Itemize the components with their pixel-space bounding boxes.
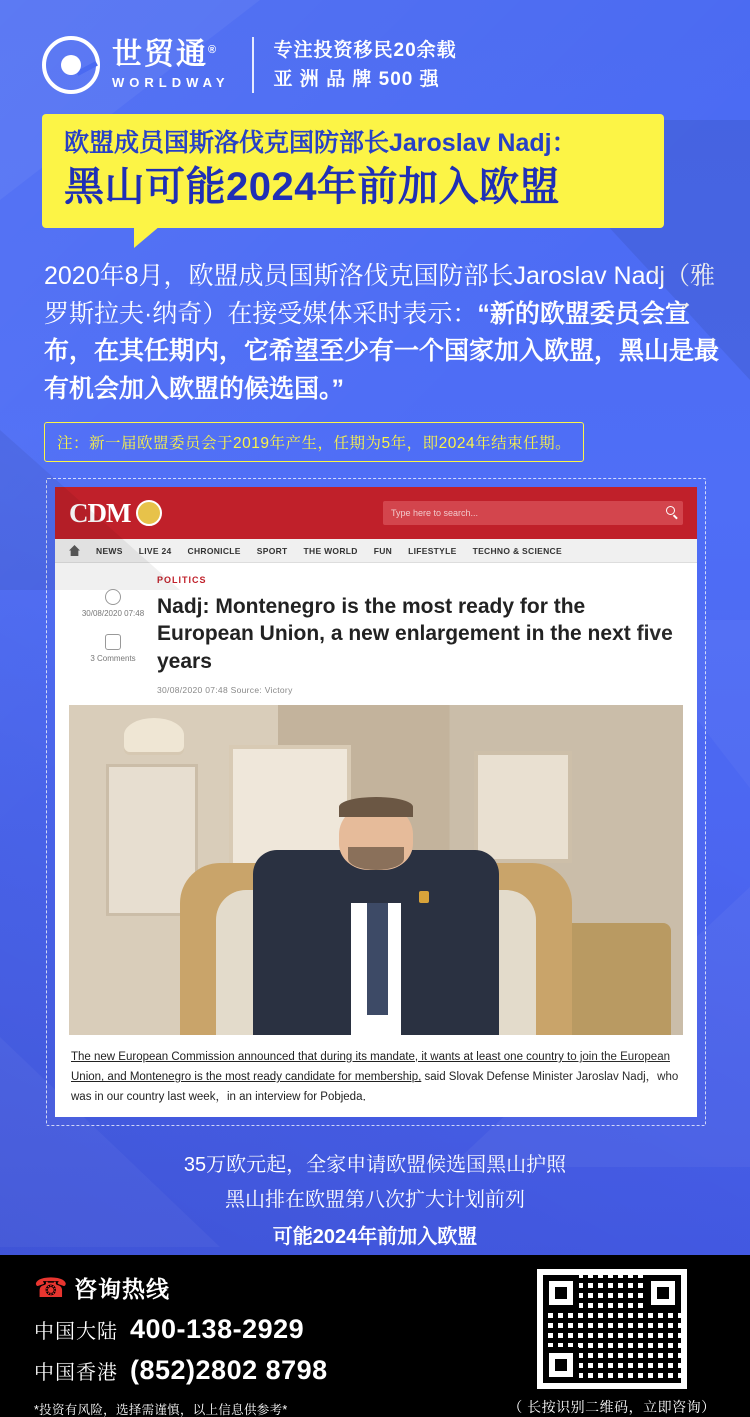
nav-item-sport[interactable]: SPORT: [256, 545, 288, 556]
mainland-label: 中国大陆: [34, 1321, 118, 1343]
nav-item-the-world[interactable]: THE WORLD: [303, 545, 358, 556]
bubble-tail: [134, 226, 160, 248]
article-comments: 3 Comments: [90, 654, 136, 664]
disclaimer: *投资有风险，选择需谨慎，以上信息供参考*: [34, 1403, 288, 1417]
article-caption: [55, 1035, 697, 1107]
brand-name-cn: [112, 40, 230, 70]
footer-contact: [0, 1255, 500, 1417]
selling-point-3: 可能2024年前加入欧盟: [272, 1226, 478, 1249]
article: [55, 563, 697, 695]
slogan-line-2: 亚 洲 品 牌 500 强: [273, 69, 440, 90]
header-divider: [252, 37, 254, 93]
news-screenshot: [55, 487, 697, 1117]
hotline-label: 咨询热线: [74, 1276, 170, 1302]
hongkong-label: 中国香港: [34, 1362, 118, 1384]
qr-finder-bottom-left: [543, 1347, 579, 1383]
footer-qr-block: [500, 1255, 750, 1417]
brand-name-cn-text: 世贸通: [112, 38, 208, 71]
search-icon[interactable]: [666, 506, 675, 515]
article-meta: [69, 575, 157, 695]
headline-bubble-wrap: [42, 114, 726, 228]
qr-finder-top-left: [543, 1275, 579, 1311]
comment-icon: [105, 634, 121, 650]
slogan-line-1: 专注投资移民20余载: [273, 39, 457, 61]
photo-person-beard: [348, 847, 403, 870]
footnote: 注：新一届欧盟委员会于2019年产生，任期为5年，即2024年结束任期。: [44, 422, 584, 462]
photo-lamp: [124, 718, 184, 752]
hotline-row: [34, 1271, 500, 1304]
nav-item-live24[interactable]: LIVE 24: [138, 545, 172, 556]
photo-person-hair: [339, 797, 413, 817]
worldway-logo-icon: [42, 36, 100, 94]
article-date: 30/08/2020 07:48: [81, 609, 145, 619]
site-search-placeholder: Type here to search...: [391, 508, 479, 519]
article-photo: [69, 705, 683, 1035]
phone-icon: [34, 1273, 64, 1303]
selling-point-1: 35万欧元起，全家申请欧盟候选国黑山护照: [183, 1154, 567, 1177]
site-header: [55, 487, 697, 539]
nav-item-fun[interactable]: FUN: [373, 545, 393, 556]
nav-item-techno-science[interactable]: TECHNO & SCIENCE: [472, 545, 562, 556]
article-category[interactable]: POLITICS: [157, 575, 207, 586]
brand-name-en: WORLDWAY: [112, 75, 230, 90]
brand-header: [0, 0, 750, 108]
footer: [0, 1255, 750, 1417]
nav-item-chronicle[interactable]: CHRONICLE: [187, 545, 241, 556]
news-screenshot-frame: [46, 478, 706, 1126]
site-nav: [55, 539, 697, 563]
site-logo: CDM: [69, 497, 131, 528]
mainland-number[interactable]: 400-138-2929: [130, 1314, 305, 1344]
brand-text: [112, 40, 230, 90]
qr-finder-top-right: [645, 1275, 681, 1311]
mainland-row: [34, 1314, 500, 1345]
body-paragraph-plain: 2020年8月，欧盟成员国斯洛伐克国防部长Jaroslav Nadj（雅罗斯拉夫·纳奇）在接受媒体采时表示：: [44, 262, 715, 328]
headline-bubble: [42, 114, 664, 228]
body-paragraph: [44, 258, 722, 408]
selling-points: [0, 1148, 750, 1255]
home-icon[interactable]: [69, 545, 80, 556]
selling-point-2: 黑山排在欧盟第八次扩大计划前列: [225, 1189, 525, 1212]
headline-line-2: 黑山可能2024年前加入欧盟: [64, 165, 560, 210]
site-search-input[interactable]: [383, 501, 683, 525]
article-body: [157, 575, 683, 695]
registered-mark: ®: [208, 44, 219, 56]
headline-line-1: 欧盟成员国斯洛伐克国防部长Jaroslav Nadj：: [64, 129, 577, 157]
article-caption-underlined: The new European Commission announced that during its mandate, it wants at least one country to join the European Union, and Montenegro is the most ready candidate for membership,: [71, 1050, 670, 1084]
photo-person-tie: [367, 903, 388, 1015]
photo-person-lapel-pin: [419, 891, 429, 903]
site-emblem-icon: [136, 500, 162, 526]
qr-code-pattern: [543, 1275, 681, 1383]
nav-item-lifestyle[interactable]: LIFESTYLE: [408, 545, 457, 556]
brand-slogan: [274, 36, 457, 95]
body-paragraph-quote: “新的欧盟委员会宣布，在其任期内，它希望至少有一个国家加入欧盟，黑山是最有机会加入欧盟的候选国。”: [44, 299, 720, 403]
article-submeta: 30/08/2020 07:48 Source: Victory: [157, 684, 293, 695]
hongkong-number[interactable]: (852)2802 8798: [130, 1355, 328, 1385]
clock-icon: [105, 589, 121, 605]
nav-item-news[interactable]: NEWS: [96, 545, 123, 556]
article-headline: Nadj: Montenegro is the most ready for the European Union, a new enlargement in the next five years: [157, 595, 673, 673]
hongkong-row: [34, 1355, 500, 1386]
qr-caption: （ 长按识别二维码，立即咨询）: [508, 1399, 716, 1415]
photo-wall-panel-right: [474, 751, 572, 863]
article-caption-rest: said Slovak Defense Minister Jaroslav Nadj，who was in our country last week，in an interview for Pobjeda．: [71, 1071, 679, 1104]
qr-code[interactable]: [537, 1269, 687, 1389]
